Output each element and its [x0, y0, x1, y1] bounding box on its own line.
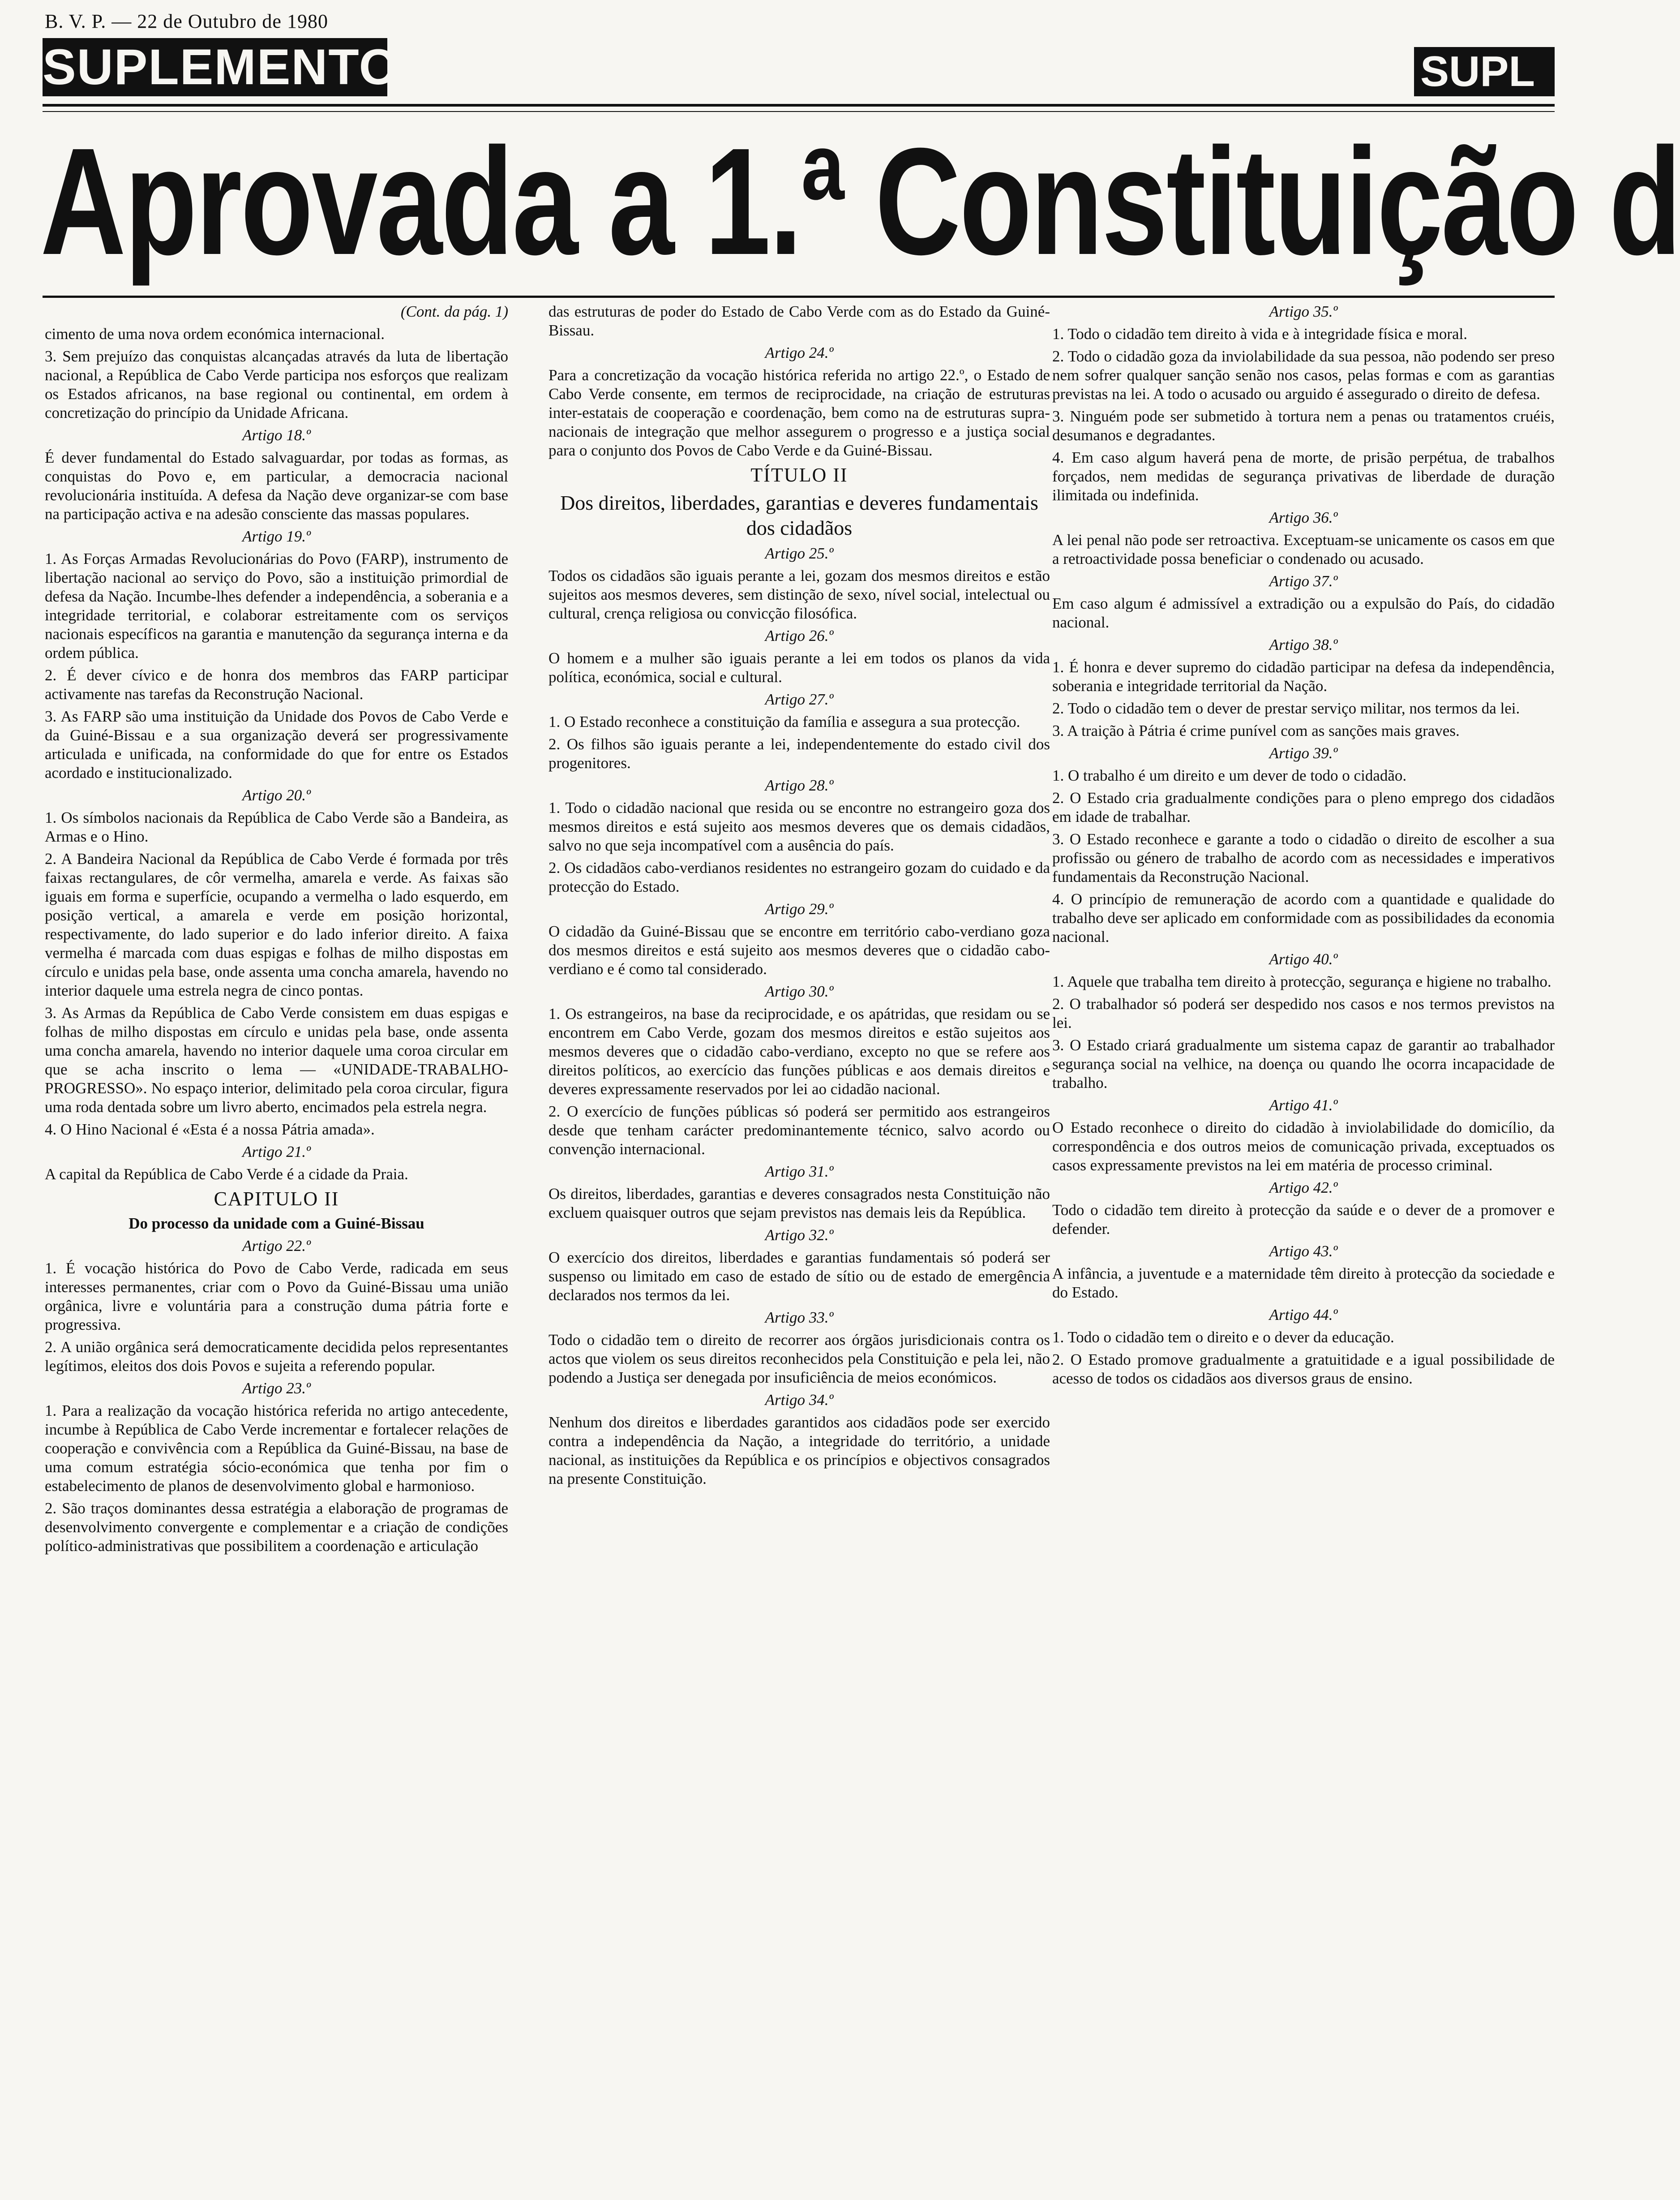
paragraph: É dever fundamental do Estado salvaguardar, por todas as formas, as conquistas do Povo e, em particular, a democracia nacional revolucionária instituída. A defesa da Nação deve organizar-se com base na participação activa e na adesão consciente das massas populares. — [45, 449, 508, 523]
paragraph: 2. O exercício de funções públicas só poderá ser permitido aos estrangeiros desde que tenham carácter predominantemente técnico, salvo acordo ou convenção internacional. — [549, 1103, 1050, 1158]
paragraph: O cidadão da Guiné-Bissau que se encontre em território cabo-verdiano goza dos mesmos direitos e está sujeito aos mesmos deveres que o cidadão cabo-verdiano e é como tal considerado. — [549, 923, 1050, 978]
supplement-banner-right: SUPL — [1414, 47, 1555, 96]
paragraph: 3. As Armas da República de Cabo Verde consistem em duas espigas e folhas de milho dispostas em círculo e unidas pela base, onde assenta uma concha amarela, havendo no interior daquele uma coroa circular em que se acha inscrito o lema — «UNIDADE-TRABALHO-PROGRESSO». No espaço interior, delimitado pela coroa circular, figura uma roda dentada sobre um livro aberto, encimados pela estrela negra. — [45, 1004, 508, 1116]
paragraph: Todos os cidadãos são iguais perante a lei, gozam dos mesmos direitos e estão sujeitos aos mesmos deveres, sem distinção de sexo, nível social, intelectual ou cultural, crença religiosa ou convicção filosófica. — [549, 567, 1050, 622]
paragraph: 1. As Forças Armadas Revolucionárias do Povo (FARP), instrumento de libertação nacional ao serviço do Povo, são a instituição primordial de defesa da Nação. Incumbe-lhes defender a independência, a soberania e a integridade territorial, e colaborar estreitamente com os serviços nacionais específicos na garantia e manutenção da segurança interna e da ordem pública. — [45, 550, 508, 662]
paragraph: O exercício dos direitos, liberdades e garantias fundamentais só poderá ser suspenso ou limitado em caso de estado de sítio ou de estado de emergência declarados nos termos da lei. — [549, 1249, 1050, 1304]
article-heading: Artigo 36.º — [1269, 509, 1338, 526]
paragraph: Para a concretização da vocação histórica referida no artigo 22.º, o Estado de Cabo Verde consente, em termos de reciprocidade, na criação de estruturas inter-estatais de cooperação e coordenação, bem como na de estruturas supra-nacionais de integração que melhor assegurem o progresso e a justiça social para o conjunto dos Povos de Cabo Verde e da Guiné-Bissau. — [549, 366, 1050, 459]
paragraph: 1. Todo o cidadão tem direito à vida e à integridade física e moral. — [1052, 325, 1467, 343]
article-heading: Artigo 30.º — [765, 983, 834, 1000]
chapter-heading: CAPITULO II — [214, 1188, 339, 1210]
header-rule — [43, 104, 1555, 107]
paragraph: 3. Ninguém pode ser submetido à tortura nem a penas ou tratamentos cruéis, desumanos e degradantes. — [1052, 408, 1555, 444]
paragraph: 2. O Estado cria gradualmente condições para o pleno emprego dos cidadãos em idade de trabalhar. — [1052, 789, 1555, 825]
paragraph: 3. O Estado reconhece e garante a todo o cidadão o direito de escolher a sua profissão ou género de trabalho de acordo com as necessidades e imperativos fundamentais da Reconstrução Nacional. — [1052, 830, 1555, 885]
paragraph: 1. Os estrangeiros, na base da reciprocidade, e os apátridas, que residam ou se encontrem em Cabo Verde, gozam dos mesmos direitos e estão sujeitos aos mesmos deveres que o cidadão cabo-verdiano, excepto no que se refere aos direitos políticos, ao exercício das funções públicas e aos demais direitos e deveres expressamente reservados por lei ao cidadão nacional. — [549, 1005, 1050, 1098]
article-heading: Artigo 41.º — [1269, 1096, 1338, 1114]
paragraph: cimento de uma nova ordem económica internacional. — [45, 325, 385, 343]
paragraph: 1. Aquele que trabalha tem direito à protecção, segurança e higiene no trabalho. — [1052, 973, 1551, 990]
paragraph: 3. A traição à Pátria é crime punível com as sanções mais graves. — [1052, 722, 1460, 739]
paragraph: Todo o cidadão tem o direito de recorrer aos órgãos jurisdicionais contra os actos que violem os seus direitos reconhecidos pela Constituição e pela lei, não podendo a Justiça ser denegada por insuficiência de meios económicos. — [549, 1331, 1050, 1386]
paragraph: 1. O trabalho é um direito e um dever de todo o cidadão. — [1052, 767, 1407, 784]
article-heading: Artigo 40.º — [1269, 950, 1338, 968]
article-heading: Artigo 31.º — [765, 1163, 834, 1180]
column-3 — [1052, 302, 1555, 2182]
paragraph: Todo o cidadão tem direito à protecção da saúde e o dever de a promover e defender. — [1052, 1201, 1555, 1238]
column-2 — [549, 302, 1050, 2182]
article-heading: Artigo 28.º — [765, 777, 834, 794]
paragraph: 1. É honra e dever supremo do cidadão participar na defesa da independência, soberania e integridade territorial da Nação. — [1052, 658, 1555, 695]
title-subtitle: Dos direitos, liberdades, garantias e deveres fundamentais dos cidadãos — [560, 491, 1038, 539]
paragraph: 1. Todo o cidadão nacional que resida ou se encontre no estrangeiro goza dos mesmos direitos e está sujeito aos mesmos deveres que os demais cidadãos, salvo no que seja incompatível com a ausência do país. — [549, 799, 1050, 854]
paragraph: 2. São traços dominantes dessa estratégia a elaboração de programas de desenvolvimento convergente e complementar e a criação de condições político-administrativas que possibilitem a coordenação e articulação — [45, 1500, 508, 1555]
article-heading: Artigo 24.º — [765, 344, 834, 361]
article-heading: Artigo 19.º — [242, 528, 311, 545]
paragraph: 3. As FARP são uma instituição da Unidade dos Povos de Cabo Verde e da Guiné-Bissau e a sua organização deverá ser progressivamente articulada e unificada, na conformidade do que for entre os Estados acordado e institucionalizado. — [45, 708, 508, 782]
header-rule-thin — [43, 111, 1555, 112]
paragraph: 1. É vocação histórica do Povo de Cabo Verde, radicada em seus interesses permanentes, criar com o Povo da Guiné-Bissau uma união orgânica, livre e voluntária para a construção duma pátria forte e progressiva. — [45, 1259, 508, 1333]
paragraph: 2. Os cidadãos cabo-verdianos residentes no estrangeiro gozam do cuidado e da protecção do Estado. — [549, 859, 1050, 895]
paragraph: 1. Todo o cidadão tem o direito e o dever da educação. — [1052, 1328, 1394, 1346]
paragraph: 2. Todo o cidadão goza da inviolabilidade da sua pessoa, não podendo ser preso nem sofrer qualquer sanção senão nos casos, pelas formas e com as garantias previstas na lei. A todo o acusado ou arguido é assegurado o direito de defesa. — [1052, 348, 1555, 403]
paragraph: 3. O Estado criará gradualmente um sistema capaz de garantir ao trabalhador segurança social na velhice, na doença ou quando lhe ocorra incapacidade de trabalho. — [1052, 1036, 1555, 1091]
paragraph: 2. A união orgânica será democraticamente decidida pelos representantes legítimos, eleitos dos dois Povos e sujeita a referendo popular. — [45, 1338, 508, 1375]
article-heading: Artigo 21.º — [242, 1143, 311, 1160]
continuation-note: (Cont. da pág. 1) — [400, 303, 508, 320]
article-heading: Artigo 43.º — [1269, 1242, 1338, 1260]
paragraph: 4. Em caso algum haverá pena de morte, de prisão perpétua, de trabalhos forçados, nem medidas de segurança privativas de liberdade de duração ilimitada ou indefinida. — [1052, 449, 1555, 504]
paragraph: 2. É dever cívico e de honra dos membros das FARP participar activamente nas tarefas da Reconstrução Nacional. — [45, 666, 508, 703]
paragraph: 2. O trabalhador só poderá ser despedido nos casos e nos termos previstos na lei. — [1052, 995, 1555, 1031]
article-heading: Artigo 38.º — [1269, 636, 1338, 653]
issue-line: B. V. P. — 22 de Outubro de 1980 — [45, 10, 328, 32]
paragraph: 1. O Estado reconhece a constituição da família e assegura a sua protecção. — [549, 713, 1020, 730]
article-heading: Artigo 37.º — [1269, 572, 1338, 590]
paragraph: 4. O princípio de remuneração de acordo com a quantidade e qualidade do trabalho deve ser aplicado em conformidade com as possibilidades da economia nacional. — [1052, 890, 1555, 945]
article-heading: Artigo 23.º — [242, 1379, 311, 1397]
headline-rule — [43, 296, 1555, 298]
article-heading: Artigo 26.º — [765, 627, 834, 645]
paragraph: A lei penal não pode ser retroactiva. Exceptuam-se unicamente os casos em que a retroactividade possa beneficiar o condenado ou acusado. — [1052, 531, 1555, 567]
article-heading: Artigo 18.º — [242, 426, 311, 444]
chapter-subtitle: Do processo da unidade com a Guiné-Bissau — [129, 1215, 424, 1232]
paragraph: 2. A Bandeira Nacional da República de Cabo Verde é formada por três faixas rectangulares, de côr vermelha, amarela e verde. As faixas são iguais em forma e superfície, ocupando a vermelha o lado esquerdo, em posição vertical, a amarela e verde em posição horizontal, respectivamente, do lado superior e do lado inferior direito. A faixa vermelha é marcada com duas espigas e folhas de milho dispostas em círculo e unidas pela base, onde assenta uma concha amarela, havendo no interior daquele uma estrela negra de cinco pontas. — [45, 850, 508, 999]
paragraph: O homem e a mulher são iguais perante a lei em todos os planos da vida política, económica, social e cultural. — [549, 649, 1050, 686]
supplement-banner: SUPLEMENTO — [43, 38, 387, 96]
paragraph: A infância, a juventude e a maternidade têm direito à protecção da sociedade e do Estado. — [1052, 1265, 1555, 1301]
article-heading: Artigo 44.º — [1269, 1306, 1338, 1323]
paragraph: 2. Os filhos são iguais perante a lei, independentemente do estado civil dos progenitores. — [549, 735, 1050, 772]
article-heading: Artigo 33.º — [765, 1309, 834, 1326]
article-heading: Artigo 27.º — [765, 691, 834, 708]
article-heading: Artigo 22.º — [242, 1237, 311, 1255]
paragraph: 2. O Estado promove gradualmente a gratuitidade e a igual possibilidade de acesso de todos os cidadãos aos diversos graus de ensino. — [1052, 1351, 1555, 1387]
paragraph: das estruturas de poder do Estado de Cabo Verde com as do Estado da Guiné-Bissau. — [549, 303, 1050, 339]
article-heading: Artigo 35.º — [1269, 303, 1338, 320]
article-heading: Artigo 39.º — [1269, 744, 1338, 762]
title-heading: TÍTULO II — [750, 464, 848, 486]
article-heading: Artigo 34.º — [765, 1391, 834, 1409]
paragraph: Os direitos, liberdades, garantias e deveres consagrados nesta Constituição não excluem quaisquer outros que sejam previstos nas demais leis da República. — [549, 1185, 1050, 1221]
paragraph: Nenhum dos direitos e liberdades garantidos aos cidadãos pode ser exercido contra a independência da Nação, a integridade do território, a unidade nacional, as instituições da República e os princípios e objectivos consagrados na presente Constituição. — [549, 1414, 1050, 1487]
paragraph: 4. O Hino Nacional é «Esta é a nossa Pátria amada». — [45, 1121, 375, 1138]
paragraph: 1. Para a realização da vocação histórica referida no artigo antecedente, incumbe à República de Cabo Verde incrementar e fortalecer relações de cooperação e convivência com a República da Guiné-Bissau, na base de uma comum estratégia sócio-económica que tenha por fim o estabelecimento de planos de desenvolvimento global e harmonioso. — [45, 1402, 508, 1495]
paragraph: 3. Sem prejuízo das conquistas alcançadas através da luta de libertação nacional, a República de Cabo Verde participa nos esforços que realizam os Estados africanos, na base regional ou continental, em ordem à concretização do princípio da Unidade Africana. — [45, 348, 508, 421]
paragraph: O Estado reconhece o direito do cidadão à inviolabilidade do domicílio, da correspondência e dos outros meios de comunicação privada, exceptuados os casos expressamente previstos na lei em matéria de processo criminal. — [1052, 1119, 1555, 1174]
paragraph: A capital da República de Cabo Verde é a cidade da Praia. — [45, 1165, 408, 1183]
article-heading: Artigo 20.º — [242, 786, 311, 804]
article-heading: Artigo 42.º — [1269, 1179, 1338, 1196]
article-heading: Artigo 32.º — [765, 1226, 834, 1244]
paragraph: 1. Os símbolos nacionais da República de Cabo Verde são a Bandeira, as Armas e o Hino. — [45, 809, 508, 845]
column-1 — [45, 302, 508, 2182]
paragraph: Em caso algum é admissível a extradição ou a expulsão do País, do cidadão nacional. — [1052, 595, 1555, 631]
article-heading: Artigo 29.º — [765, 900, 834, 918]
article-heading: Artigo 25.º — [765, 545, 834, 562]
paragraph: 2. Todo o cidadão tem o dever de prestar serviço militar, nos termos da lei. — [1052, 700, 1520, 717]
headline: Aprovada a 1.ª Constituição d — [40, 116, 1680, 287]
